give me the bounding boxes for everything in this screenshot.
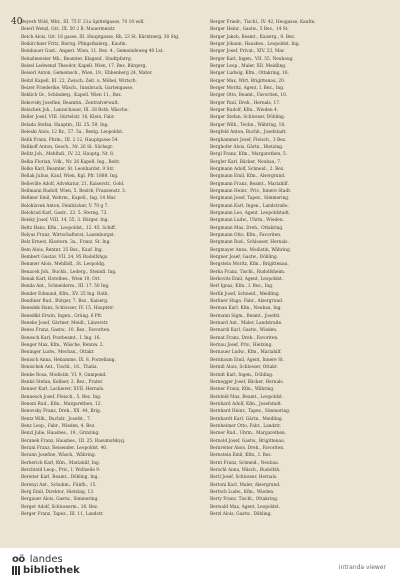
directory-entry: Bergmann Ludw., Uhrm., Wieden. <box>210 218 284 224</box>
directory-entry: Beyerh Wild, Mhr., III. 75 F. 21a Spittelgasse, 70 10 wdl. <box>21 20 145 25</box>
directory-entry: Bemmer Alois, Mehlhdl., St. Leopoldg. <box>21 262 106 268</box>
directory-entry: Bennesch Josef, Fleisch., 5. Bez. Ing. <box>21 394 102 400</box>
directory-entry: Bergmann Karl, Ingen., Landstraße. <box>210 203 289 209</box>
directory-entry: Belohrad Karl, Gastr., 23. 5. Sterng. 73. <box>21 210 108 216</box>
directory-entry: Benda Ant., Schneiderm., III. 17. 50 Ing. <box>21 284 110 290</box>
directory-entry: Bergstein Moritz, Kfm., Brigittenau. <box>210 262 289 268</box>
directory-entry: Berann Josefine, Wäsch., Währing. <box>21 453 96 459</box>
directory-column-left <box>21 19 203 518</box>
directory-entry: Berschl Anna, Wäsch., Rudolfsh. <box>210 467 281 473</box>
directory-entry: Bergmann Rud., Schlosser, Hernals. <box>210 240 289 246</box>
directory-entry: Bertl Josef, Schlosser, Hernals. <box>210 475 278 481</box>
directory-entry: Bendiner Rud., Bürger, 7. Bez., Kaiserg. <box>21 299 109 305</box>
directory-entry: Belikoff Anton, Gesch., Nr. 26 St. Sächsgr. <box>21 144 114 150</box>
directory-entry: Bergmann Max, Dreh., Ottakring. <box>210 225 284 231</box>
directory-entry: Bergmann Leo, Agent, Leopoldstadt. <box>210 210 291 216</box>
directory-entry: Bernat Franz, Dreh., Favoriten. <box>210 335 279 341</box>
directory-entry: Bernard Ant., Maler, Landstraße. <box>210 321 283 327</box>
directory-entry: Belleville Adolf, Advokatur, 21, Kaiserstr., Gold. <box>21 181 125 187</box>
logo-text-line1: landes <box>29 554 63 565</box>
directory-entry: Bereiter Karl, Beamt., Döbling, Ing. <box>21 475 99 481</box>
directory-entry: Bernold Josef, Gastw., Brigittenau. <box>210 438 286 444</box>
directory-entry: Bernheimer Otto, Fabr., Landstr. <box>210 423 282 429</box>
directory-entry: Bernau Josef, Priv., Hietzing. <box>210 343 273 349</box>
directory-entry: Bellmer Emil, Wehrm., Kapell., Ing. 14 Mar. <box>21 196 117 202</box>
directory-entry: Belko Karl, Beamter, St. Leonhardst. 9 Str. <box>21 166 115 172</box>
viewer-footer <box>0 548 400 581</box>
directory-entry: Beranek Franz, Hausbes., III. 25, Rasumofskyg. <box>21 438 126 444</box>
viewer-label[interactable]: intranda viewer <box>338 564 386 571</box>
directory-entry: Bernhard Adolf, Kfm., Josefstadt. <box>210 401 282 407</box>
directory-entry: Berger Karl, Ingen., VII. 55, Neubaug. <box>210 56 294 62</box>
directory-entry: Berghammer Josef, Fleisch., 3 Bez. <box>210 137 287 143</box>
directory-entry: Benesch Karl, Postbeamt., I. Ing. 16. <box>21 335 101 341</box>
directory-entry: Berger Franz, Tapez., III. 11, Landstr. <box>21 512 104 518</box>
directory-entry: Benger Max, Kfm., Wäsche, Rennw. 2. <box>21 343 104 349</box>
directory-entry: Benzl Julie, Hausbes., 19., Grinzing. <box>21 431 100 437</box>
directory-entry: Berberich Karl, Kfm., Mariahilf, Ing. <box>21 460 101 466</box>
directory-entry: Beierl Wenzl, Gtr., IX. 50 2 B. Mauermeistr. <box>21 27 116 33</box>
directory-entry: Bellak Julius, Kauf, Wien, Kgl. Pfr. 1888. Ing. <box>21 174 119 180</box>
directory-entry: Beiserl Anton, Gemeinsch., Wien, 19., Ebbenberg 24, Mater. <box>21 71 153 77</box>
directory-entry: Bergmann Adolf, Schneid., 2. Bez. <box>210 166 285 172</box>
directory-entry: Berenyi Ant., Schuhm., Fünfh., 15. <box>21 482 97 488</box>
directory-entry: Beizer Friederike, Wäsch., Innsbruck, Gartengasse. <box>21 86 134 92</box>
directory-entry: Benner Karl, Lackierer, XVII. Hernals. <box>21 387 105 393</box>
directory-entry: Berchtold Leop., Priv., I. Wollzeile 9. <box>21 467 101 473</box>
directory-entry: Benacek Joh., Buchb., Lederg., Steindl. Ing. <box>21 269 117 275</box>
directory-entry: Berger Otto, Beamt., Favoriten, 10. <box>210 93 288 99</box>
directory-entry: Bernhardt Karl, Gärtn., Meidling. <box>210 416 284 422</box>
directory-entry: Bekovsky Josefine, Beamtin., Zentralverwalt. <box>21 100 119 106</box>
directory-entry: Berghofer Alois, Gärtn., Hietzing. <box>210 144 284 150</box>
directory-entry: Berl Ignaz, Kfm., I. Bez., Ing. <box>210 284 274 290</box>
directory-entry: Bernreiter Alois, Dreh., Favoriten. <box>210 445 285 451</box>
directory-entry: Beisel Ledwenzl Theodor, Kapell. Wien, 17. Bez. Bürgerg. <box>21 64 147 70</box>
directory-entry: Bergmann Heinr., Priv., Innere Stadt. <box>210 188 292 194</box>
directory-entry: Berger Adolf, Schlosserm., 16. Bez. <box>21 504 99 510</box>
logo-text-line2: bibliothek <box>23 565 80 576</box>
directory-entry: Berger Josef, Privat., XIV. 23, Mar. <box>210 49 285 55</box>
directory-entry: Berger Friedr., Tischl., IV. 42, Heugasse, Kaufm. <box>210 20 316 25</box>
directory-entry: Benisch Anna, Hebamme, IX. 8, Porzellang. <box>21 357 116 363</box>
logo-prefix: oö <box>12 554 25 565</box>
library-logo[interactable] <box>12 554 80 576</box>
directory-entry: Berger Jakob, Beamt., Kaiserg., 8. Bez. <box>210 34 296 40</box>
directory-entry: Bernstein Emil, Kfm., I. Bez. <box>210 453 272 459</box>
directory-entry: Belsky Josef, VIII. 14, 55, 3. Bürger. Ing. <box>21 218 109 224</box>
directory-entry: Bergmann Franz, Beamt., Mariahilf. <box>210 181 289 187</box>
directory-entry: Beich Alois, Gtr. 16 gasse, III. Hauptgasse, Rh. 23 St. Kärntnerg. 30 Stg. <box>21 34 180 40</box>
directory-entry: Beklich Gr., Schinderg., Kapell. Wien 11., Bez. <box>21 93 122 99</box>
directory-entry: Benkö Stefan, Kellner, 2. Bez., Prater. <box>21 379 104 385</box>
directory-entry: Berg Emil, Direktor, Hietzing, 13. <box>21 490 95 495</box>
directory-entry: Berger Heinr., Gastw., 5 Bez., 14 St. <box>210 27 289 33</box>
directory-entry: Berzl Alois, Gastw., Döbling. <box>210 512 272 518</box>
directory-entry: Bernt Franz, Schneid., Neubau. <box>210 460 280 466</box>
directory-entry: Bertoni Karl, Maler, Alsergrund. <box>210 482 281 488</box>
directory-entry: Bergauer Alois, Gastw., Simmering. <box>21 497 99 503</box>
directory-entry: Beitzl Kapell, III. 22, Zwisch. Zeit. u. Möbel, Wirtsch. <box>21 78 138 84</box>
directory-entry: Benes Franz, Gastw., 10. Bez., Favoriten. <box>21 328 111 334</box>
directory-entry: Beltz Hans, Kfm., Leopoldst., 12. 45, Schiff. <box>21 225 117 231</box>
directory-entry: Berndt Karl, Ingen., Döbling. <box>210 372 274 378</box>
directory-entry: Belik Franz, Fhrm., III. 2 12, Hauptgasse 54. <box>21 137 119 143</box>
directory-entry: Bernfeld Max, Beamt., Leopoldst. <box>210 394 284 400</box>
directory-entry: Berger Stefan, Schlosser, Döbling. <box>210 115 286 121</box>
directory-entry: Berger Leop., Maler, XII. Meidling. <box>210 64 287 70</box>
directory-entry: Bernauer Ludw., Kfm., Mariahilf. <box>210 350 282 356</box>
directory-entry: Bellmann Rudolf, Wien, 5. Bezirk, Franzenstr. 3. <box>21 188 127 194</box>
directory-entry: Benak Karl, Hotelbes., Wien 10, Ort. <box>21 277 101 283</box>
directory-entry: Benz Leop., Fabr., Wieden, 4. Bez. <box>21 423 96 429</box>
directory-entry: Belyus Franz, Wirtschaftsrat, Laxenburgst. <box>21 232 116 238</box>
directory-entry: Bem Alois, Rentnr. 35 Bez., Kauf. Ing. <box>21 247 104 253</box>
directory-entry: Benischek Ant., Tischl., 16., Thalia. <box>21 365 98 371</box>
directory-entry: Benedikt Erwin, Ingen., Grüng. 6 Pfr. <box>21 313 103 319</box>
directory-entry: Berger Ludwig, Kfm., Ottakring, 16. <box>210 71 289 77</box>
directory-entry: Beinzlmeister Mb., Beamter, Klagenf., Stadtpfarrg. <box>21 56 133 62</box>
directory-entry: Beikirchner Fritz, Bierzg. Pfingsthalerg., Kaufm. <box>21 42 127 48</box>
directory-entry: Berger Johann, Hausbes., Leopoldst. Ing. <box>210 42 300 48</box>
directory-entry: Bernegger Josef, Bäcker, Hernals. <box>210 379 284 385</box>
directory-column-right <box>210 19 392 518</box>
directory-entry: Belka Florian, Vdk., Nr. 26 Kapell. Ing., Beitr. <box>21 159 121 165</box>
directory-entry: Berger Rudolf, Kfm., Wieden 4. <box>210 108 279 114</box>
directory-entry: Bergl Franz, Kfm., Margarethen, 5. <box>210 152 288 158</box>
directory-entry: Benoni Rud., Kfm., Margarethen, 12. <box>21 401 102 407</box>
directory-entry: Bergmann Josef, Tapez., Simmering. <box>210 196 290 202</box>
page-number: 40 <box>11 17 23 27</box>
directory-entry: Bernardi Karl, Gastw., Wieden. <box>210 328 278 334</box>
directory-entry: Beninger Ludw., Mechan., Ottakr. <box>21 350 95 356</box>
directory-entry: Berner Franz, Kfm., Währing. <box>210 387 275 393</box>
directory-entry: Beleski Alois, 12 Bz., 57. 5a., Bestg. Leopoldst. <box>21 130 124 136</box>
directory-entry: Bentz Wilh., Buchdr., Josefst., 7. <box>21 416 92 422</box>
directory-entry: Berger Wilh., Techn., Währing, 18. <box>210 122 286 128</box>
directory-entry: Bergmann Otto, Kfm., Favoriten. <box>210 232 282 238</box>
directory-entry: Berty Franz, Tischl., Ottakring. <box>210 497 279 503</box>
directory-entry: Bender Edmund, Kfm., XV. 25 Ing. Rath. <box>21 291 109 297</box>
directory-entry: Berkovits Emil, Agent, Leopoldst. <box>210 277 284 283</box>
directory-entry: Berman Karl, Kfm., Neubau, Ing. <box>210 306 282 312</box>
directory-entry: Berner Rud., Uhrm., Margarethen. <box>210 431 287 437</box>
directory-entry: Benedek Hans, Schlosser, IV. 15, Hauptstr. <box>21 306 115 312</box>
directory-entry: Belohlavek Anton, Feinbäcker, V. 70 g 7. <box>21 203 109 209</box>
directory-entry: Beller Josef, VIII. Gürtelstr. 16, Klein. Fabr. <box>21 115 115 121</box>
directory-entry: Bermann Sigm., Beamt., Josefst. <box>210 313 281 319</box>
directory-entry: Belachek Joh., Lanzschauer, III. 28 Rsth. Wäsche. <box>21 108 129 114</box>
directory-entry: Berka Franz, Tischl., Rudolfsheim. <box>210 269 286 275</box>
logo-bars-icon <box>12 566 20 575</box>
directory-entry: Benovsky Franz, Dreh., XX. 44, Brig. <box>21 409 102 415</box>
directory-entry: Bergmayer Anna, Modistin, Währing. <box>210 247 292 253</box>
directory-entry: Berwald Max, Agent, Leopoldst. <box>210 504 280 510</box>
directory-entry: Berger Moritz, Agent, I. Bez., Ing. <box>210 86 285 92</box>
directory-entry: Bernhard Heinr., Tapez., Simmering. <box>210 409 291 415</box>
directory-entry: Beinhauer Gust., Angest. Wien, 11. Bez. 4., Gemeindeweg 40 Lst. <box>21 49 164 55</box>
directory-entry: Belada Stefan, Hauptm., III. 25. 59, Ing. <box>21 122 109 128</box>
directory-entry: Bergfeld Anton, Buchh., Josefstadt. <box>210 130 287 136</box>
directory-entry: Berliner Hugo, Fabr., Alsergrund. <box>210 299 284 305</box>
directory-entry: Beneke Josef, Gärtner, Meidl., Linzerstr. <box>21 321 109 327</box>
directory-entry: Berndl Alois, Schlosser, Ottakr. <box>210 365 278 371</box>
directory-entry: Bergler Karl, Bäcker, Neubau, 7. <box>210 159 282 165</box>
directory-entry: Bergmann Emil, Kfm., Alsergrund. <box>210 174 286 180</box>
directory-entry: Bergner Josef, Gastw., Döbling. <box>210 255 279 260</box>
directory-entry: Belz Ernest, Klostern. 3a., Franz. St. Ing. <box>21 240 111 246</box>
directory-entry: Bernbaum Emil, Agent, Innere St. <box>210 357 285 363</box>
directory-entry: Belitz Joh., Mehlhdl., IV. 22, Hauptg. Nr. 8. <box>21 152 115 158</box>
directory-entry: Berger Max, Wirt, Brigittenau, 20. <box>210 78 286 84</box>
directory-entry: Bertsch Ludw., Kfm., Wieden. <box>210 490 275 495</box>
directory-entry: Bembert Gustav, VII. 24, 95 Rudolfshgs. <box>21 255 109 260</box>
directory-entry: Berani Franz, Reisender, Leopoldst. 40. <box>21 445 108 451</box>
directory-entry: Benke Rosa, Modistin, VI. 9, Gumpend. <box>21 372 107 378</box>
directory-entry: Berger Paul, Dreh., Hernals, 17. <box>210 100 281 106</box>
directory-entry: Berlik Josef, Schneid., Meidling. <box>210 291 281 297</box>
